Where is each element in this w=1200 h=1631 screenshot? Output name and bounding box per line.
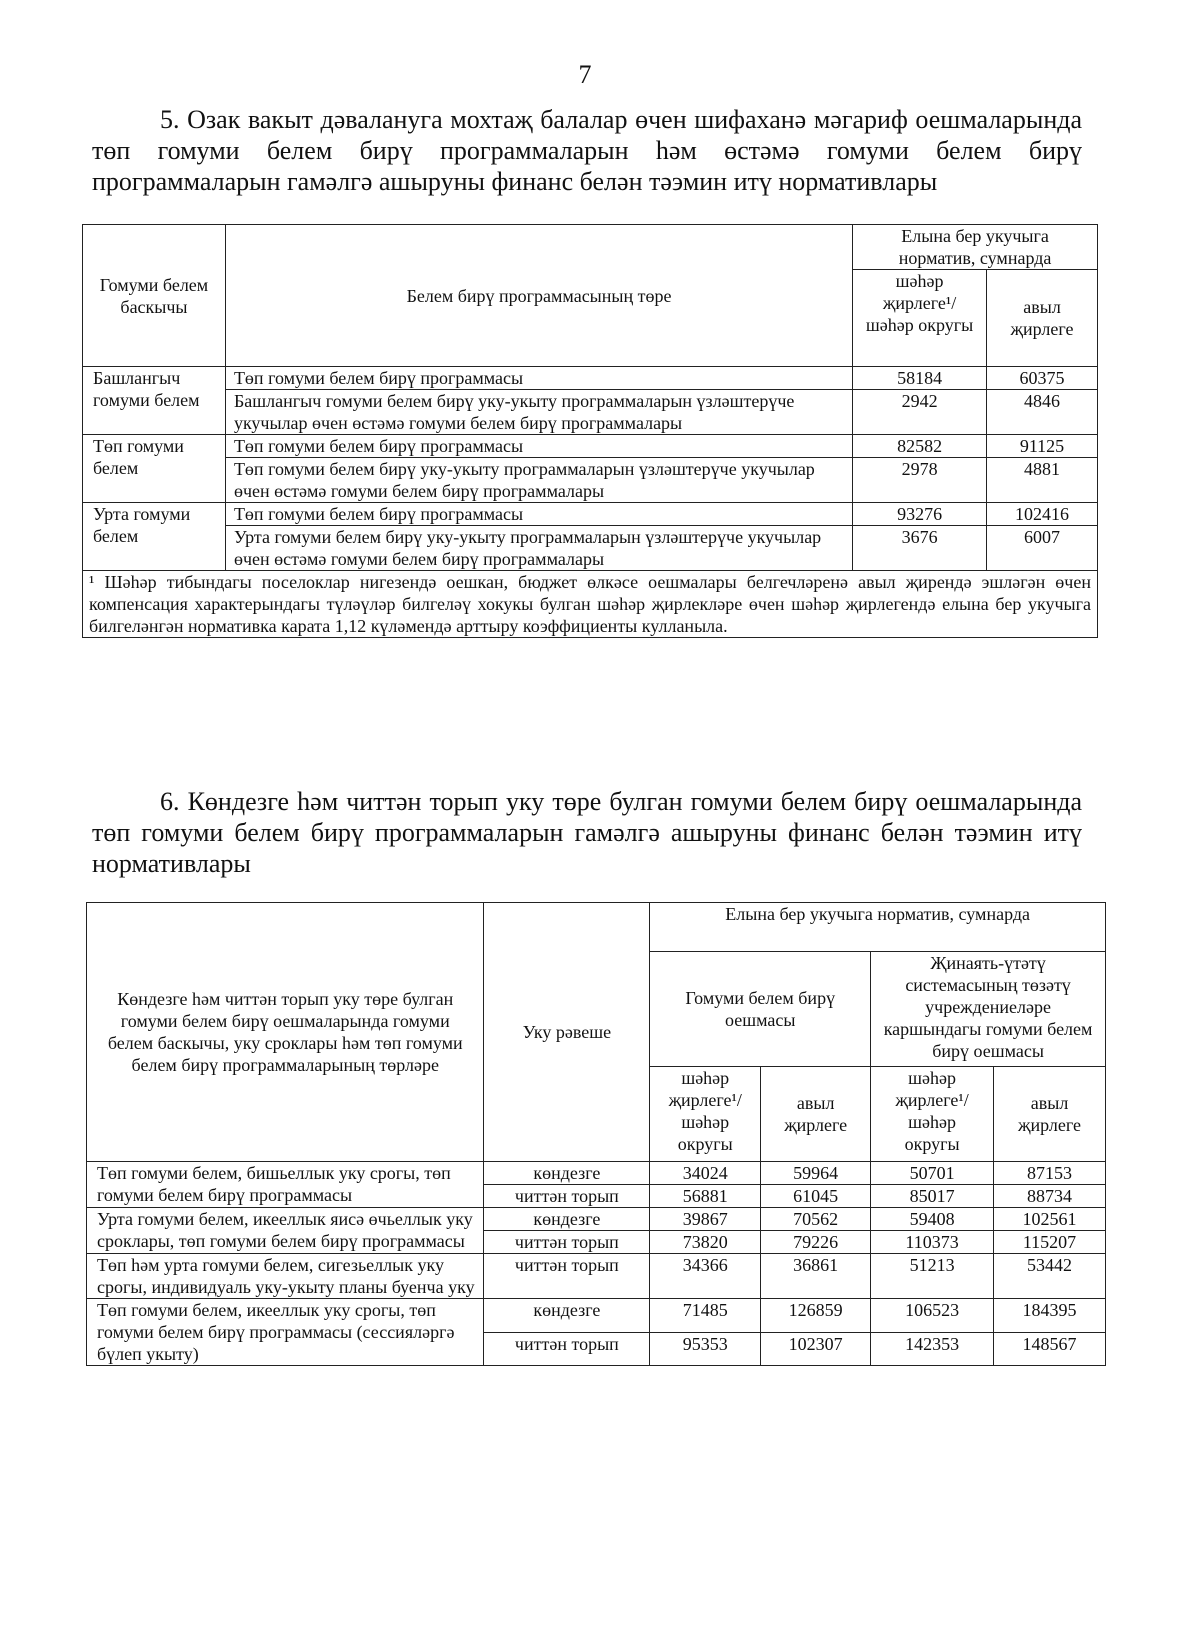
header-penal-city: шәһәр җирлеге¹/ шәһәр округы	[871, 1067, 994, 1162]
study-form-cell: читтән торып	[484, 1185, 650, 1208]
penal-rural-value: 115207	[994, 1231, 1106, 1254]
table-row	[83, 503, 1098, 526]
general-city-value: 71485	[650, 1299, 761, 1333]
penal-rural-value: 88734	[994, 1185, 1106, 1208]
level-cell: Урта гомуми белем	[83, 503, 226, 571]
study-form-cell: көндезге	[484, 1162, 650, 1185]
penal-rural-value: 102561	[994, 1208, 1106, 1231]
table-row	[87, 1208, 1106, 1231]
program-cell: Төп гомуми белем бирү программасы	[225, 503, 852, 526]
table-row	[87, 1299, 1106, 1333]
description-cell: Төп һәм урта гомуми белем, сигезьеллык уку срогы, индивидуаль уку-укыту планы буенча уку	[87, 1254, 484, 1299]
general-rural-value: 102307	[761, 1332, 871, 1366]
general-city-value: 95353	[650, 1332, 761, 1366]
header-form: Уку рәвеше	[484, 903, 650, 1162]
header-desc: Көндезге һәм читтән торып уку төре булган гомуми белем бирү оешмаларында гомуми белем баскычы, уку сроклары һәм төп гомуми белем бирү программаларының төрләре	[87, 903, 484, 1162]
penal-rural-value: 53442	[994, 1254, 1106, 1299]
general-rural-value: 59964	[761, 1162, 871, 1185]
section-5-heading	[92, 104, 1082, 197]
table-row	[87, 1254, 1106, 1299]
penal-city-value: 142353	[871, 1332, 994, 1366]
general-city-value: 56881	[650, 1185, 761, 1208]
general-rural-value: 61045	[761, 1185, 871, 1208]
program-cell: Урта гомуми белем бирү уку-укыту программаларын үзләштерүче укучылар өчен өстәмә гомуми белем бирү программалары	[225, 526, 852, 571]
general-city-value: 39867	[650, 1208, 761, 1231]
program-cell: Төп гомуми белем бирү уку-укыту программаларын үзләштерүче укучылар өчен өстәмә гомуми белем бирү программалары	[225, 458, 852, 503]
table-6-header-row-1	[87, 903, 1106, 952]
penal-city-value: 106523	[871, 1299, 994, 1333]
city-value: 2942	[853, 390, 987, 435]
general-city-value: 73820	[650, 1231, 761, 1254]
penal-rural-value: 148567	[994, 1332, 1106, 1366]
general-rural-value: 70562	[761, 1208, 871, 1231]
header-city: шәһәр җирлеге¹/ шәһәр округы	[853, 270, 987, 367]
penal-city-value: 59408	[871, 1208, 994, 1231]
rural-value: 102416	[987, 503, 1098, 526]
general-rural-value: 36861	[761, 1254, 871, 1299]
rural-value: 4846	[987, 390, 1098, 435]
table-row	[83, 458, 1098, 503]
header-norm-group: Елына бер укучыга норматив, сумнарда	[650, 903, 1106, 952]
city-value: 58184	[853, 367, 987, 390]
description-cell: Төп гомуми белем, икееллык уку срогы, төп гомуми белем бирү программасы (сессияләргә бүлеп укыту)	[87, 1299, 484, 1366]
header-penal-school: Җинаять-үтәтү системасының төзәтү учреждениеләре каршындагы гомуми белем бирү оешмасы	[871, 952, 1106, 1067]
level-cell: Төп гомуми белем	[83, 435, 226, 503]
table-6	[86, 902, 1106, 1366]
description-cell: Урта гомуми белем, икееллык яисә өчьеллык уку сроклары, төп гомуми белем бирү программасы	[87, 1208, 484, 1254]
table-row	[83, 435, 1098, 458]
penal-rural-value: 184395	[994, 1299, 1106, 1333]
section-6-heading	[92, 786, 1082, 879]
header-norm-group: Елына бер укучыга норматив, сумнарда	[853, 225, 1098, 270]
program-cell: Төп гомуми белем бирү программасы	[225, 435, 852, 458]
general-rural-value: 79226	[761, 1231, 871, 1254]
table-row	[83, 526, 1098, 571]
study-form-cell: читтән торып	[484, 1254, 650, 1299]
header-program: Белем бирү программасының төре	[225, 225, 852, 367]
header-penal-rural: авыл җирлеге	[994, 1067, 1106, 1162]
rural-value: 60375	[987, 367, 1098, 390]
study-form-cell: читтән торып	[484, 1231, 650, 1254]
city-value: 2978	[853, 458, 987, 503]
page-number: 7	[578, 60, 592, 89]
penal-city-value: 51213	[871, 1254, 994, 1299]
rural-value: 4881	[987, 458, 1098, 503]
penal-rural-value: 87153	[994, 1162, 1106, 1185]
city-value: 3676	[853, 526, 987, 571]
section-5-heading-text: 5. Озак вакыт дәвалануга мохтаҗ балалар өчен шифаханә мәгариф оешмаларында төп гомуми белем бирү программаларын һәм өстәмә гомуми белем бирү программаларын гамәлгә ашыруны финанс белән тәэмин итү нормативлары	[92, 105, 1082, 196]
penal-city-value: 50701	[871, 1162, 994, 1185]
study-form-cell: көндезге	[484, 1208, 650, 1231]
table-row	[83, 390, 1098, 435]
general-city-value: 34366	[650, 1254, 761, 1299]
footnote-row	[83, 571, 1098, 638]
general-city-value: 34024	[650, 1162, 761, 1185]
general-rural-value: 126859	[761, 1299, 871, 1333]
header-general-rural: авыл җирлеге	[761, 1067, 871, 1162]
program-cell: Төп гомуми белем бирү программасы	[225, 367, 852, 390]
section-6-heading-text: 6. Көндезге һәм читтән торып уку төре булган гомуми белем бирү оешмаларында төп гомуми белем бирү программаларын гамәлгә ашыруны финанс белән тәэмин итү нормативлары	[92, 787, 1082, 878]
table-row	[87, 1162, 1106, 1185]
table-5-header-row-1	[83, 225, 1098, 270]
city-value: 82582	[853, 435, 987, 458]
header-level: Гомуми белем баскычы	[83, 225, 226, 367]
level-cell: Башлангыч гомуми белем	[83, 367, 226, 435]
rural-value: 91125	[987, 435, 1098, 458]
study-form-cell: читтән торып	[484, 1332, 650, 1366]
table-5	[82, 224, 1098, 638]
rural-value: 6007	[987, 526, 1098, 571]
header-rural: авыл җирлеге	[987, 270, 1098, 367]
study-form-cell: көндезге	[484, 1299, 650, 1333]
description-cell: Төп гомуми белем, бишьеллык уку срогы, төп гомуми белем бирү программасы	[87, 1162, 484, 1208]
program-cell: Башлангыч гомуми белем бирү уку-укыту программаларын үзләштерүче укучылар өчен өстәмә гомуми белем бирү программалары	[225, 390, 852, 435]
table-row	[83, 367, 1098, 390]
footnote: ¹ Шәһәр тибындагы поселоклар нигезендә оешкан, бюджет өлкәсе оешмалары белгечләренә авыл җирендә эшләгән өчен компенсация характерындагы түләүләр билгеләү хокукы булган шәһәр җирлекләре өчен шәһәр җирлегендә елына бер укучыга билгеләнгән нормативка карата 1,12 күләмендә арттыру коэффициенты кулланыла.	[83, 571, 1098, 638]
penal-city-value: 85017	[871, 1185, 994, 1208]
city-value: 93276	[853, 503, 987, 526]
header-general-city: шәһәр җирлеге¹/ шәһәр округы	[650, 1067, 761, 1162]
header-general-school: Гомуми белем бирү оешмасы	[650, 952, 871, 1067]
penal-city-value: 110373	[871, 1231, 994, 1254]
